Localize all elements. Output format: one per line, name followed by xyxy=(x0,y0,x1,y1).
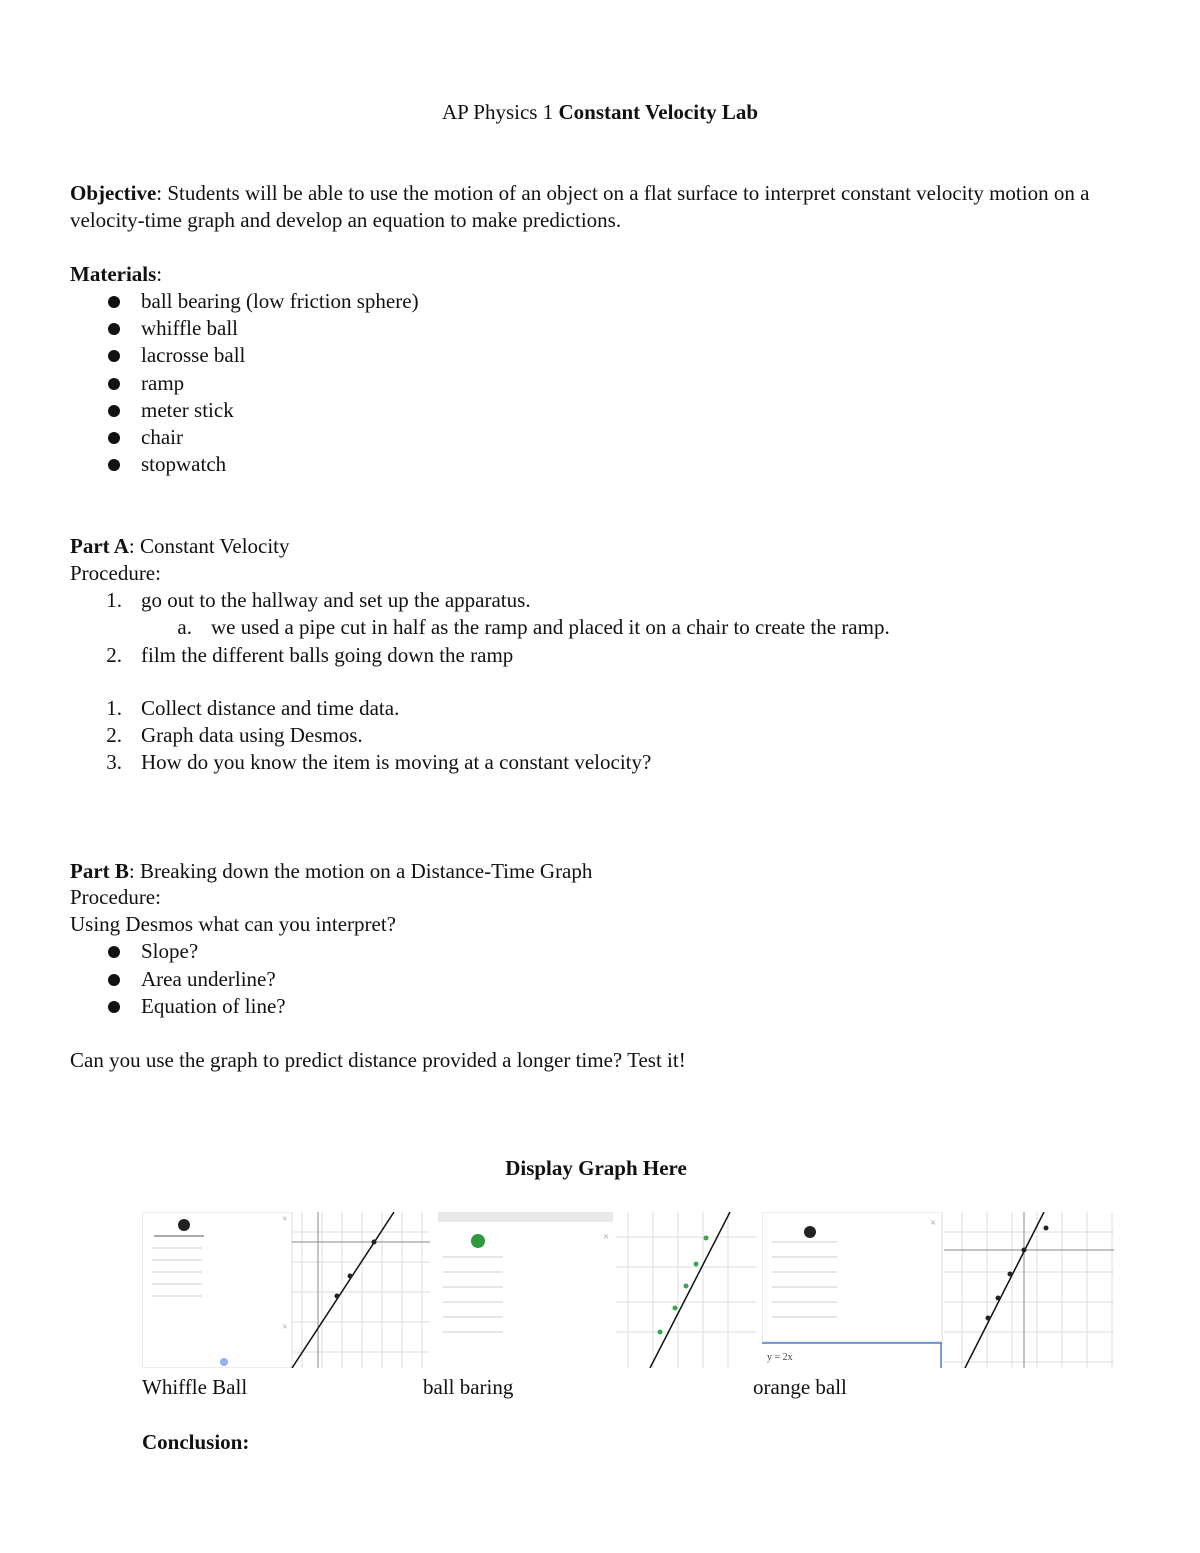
step-number: 2. xyxy=(106,643,122,667)
bullet-icon xyxy=(108,946,120,958)
bullet-icon xyxy=(108,459,120,471)
part-a-label: Part A xyxy=(70,534,129,558)
graph-equation: y = 2x xyxy=(767,1352,793,1363)
svg-text:×: × xyxy=(603,1231,610,1243)
step-text: film the different balls going down the ramp xyxy=(141,643,514,667)
display-heading: Display Graph Here xyxy=(505,1156,687,1180)
part-b-predict: Can you use the graph to predict distance provided a longer time? Test it! xyxy=(70,1048,686,1072)
svg-text:×: × xyxy=(282,1214,288,1225)
materials-heading: Materials: xyxy=(70,262,163,286)
objective-label: Objective xyxy=(70,181,157,205)
conclusion-label: Conclusion: xyxy=(142,1430,250,1454)
page-title xyxy=(0,99,1200,126)
part-b-procedure-label: Procedure: xyxy=(70,885,161,909)
ball-baring-graph-svg xyxy=(438,1212,756,1368)
list-item: meter stick xyxy=(141,398,234,422)
title-prefix: AP Physics 1 xyxy=(441,100,554,124)
objective-text: : Students will be able to use the motion of an object on a flat surface to interpret constant velocity motion on a velocity-time graph and develop an equation to make predictions. xyxy=(70,181,1090,232)
list-item: lacrosse ball xyxy=(141,343,246,367)
svg-text:×: × xyxy=(282,1322,288,1333)
bullet-icon xyxy=(108,405,120,417)
task-text: Collect distance and time data. xyxy=(141,696,400,720)
orange-ball-graph-svg xyxy=(762,1212,1114,1368)
step-text: go out to the hallway and set up the apparatus. xyxy=(141,588,531,612)
bullet-icon xyxy=(108,1001,120,1013)
part-a-title: : Constant Velocity xyxy=(128,534,290,558)
materials-label: Materials xyxy=(70,262,157,286)
part-a-procedure-label: Procedure: xyxy=(70,561,161,585)
objective-paragraph xyxy=(70,180,1130,234)
bullet-icon xyxy=(108,323,120,335)
list-item: chair xyxy=(141,425,183,449)
caption-whiffle-ball: Whiffle Ball xyxy=(142,1375,248,1399)
list-item: Equation of line? xyxy=(141,994,286,1018)
list-item: Area underline? xyxy=(141,967,276,991)
part-b-title: : Breaking down the motion on a Distance-Time Graph xyxy=(128,859,593,883)
part-b-intro: Using Desmos what can you interpret? xyxy=(70,912,397,936)
whiffle-ball-graph xyxy=(142,1212,430,1368)
list-item: ball bearing (low friction sphere) xyxy=(141,289,419,313)
task-text: Graph data using Desmos. xyxy=(141,723,363,747)
task-number: 2. xyxy=(106,723,122,747)
part-b-heading xyxy=(70,858,592,885)
whiffle-ball-graph-svg xyxy=(142,1212,430,1368)
step-number: 1. xyxy=(106,588,122,612)
title-bold: Constant Velocity Lab xyxy=(558,100,759,124)
caption-ball-baring: ball baring xyxy=(423,1375,514,1399)
ball-baring-graph xyxy=(438,1212,756,1368)
bullet-icon xyxy=(108,432,120,444)
caption-orange-ball: orange ball xyxy=(753,1375,847,1399)
part-b-label: Part B xyxy=(70,859,129,883)
list-item: stopwatch xyxy=(141,452,227,476)
list-item: whiffle ball xyxy=(141,316,239,340)
bullet-icon xyxy=(108,296,120,308)
list-item: Slope? xyxy=(141,939,199,963)
orange-ball-graph xyxy=(762,1212,1114,1368)
task-number: 3. xyxy=(106,750,122,774)
svg-text:×: × xyxy=(930,1217,937,1229)
bullet-icon xyxy=(108,378,120,390)
task-text: How do you know the item is moving at a constant velocity? xyxy=(141,750,652,774)
bullet-icon xyxy=(108,350,120,362)
bullet-icon xyxy=(108,974,120,986)
substep-letter: a. xyxy=(177,615,192,639)
list-item: ramp xyxy=(141,371,185,395)
part-a-heading xyxy=(70,533,290,560)
task-number: 1. xyxy=(106,696,122,720)
substep-text: we used a pipe cut in half as the ramp and placed it on a chair to create the ramp. xyxy=(211,615,890,639)
